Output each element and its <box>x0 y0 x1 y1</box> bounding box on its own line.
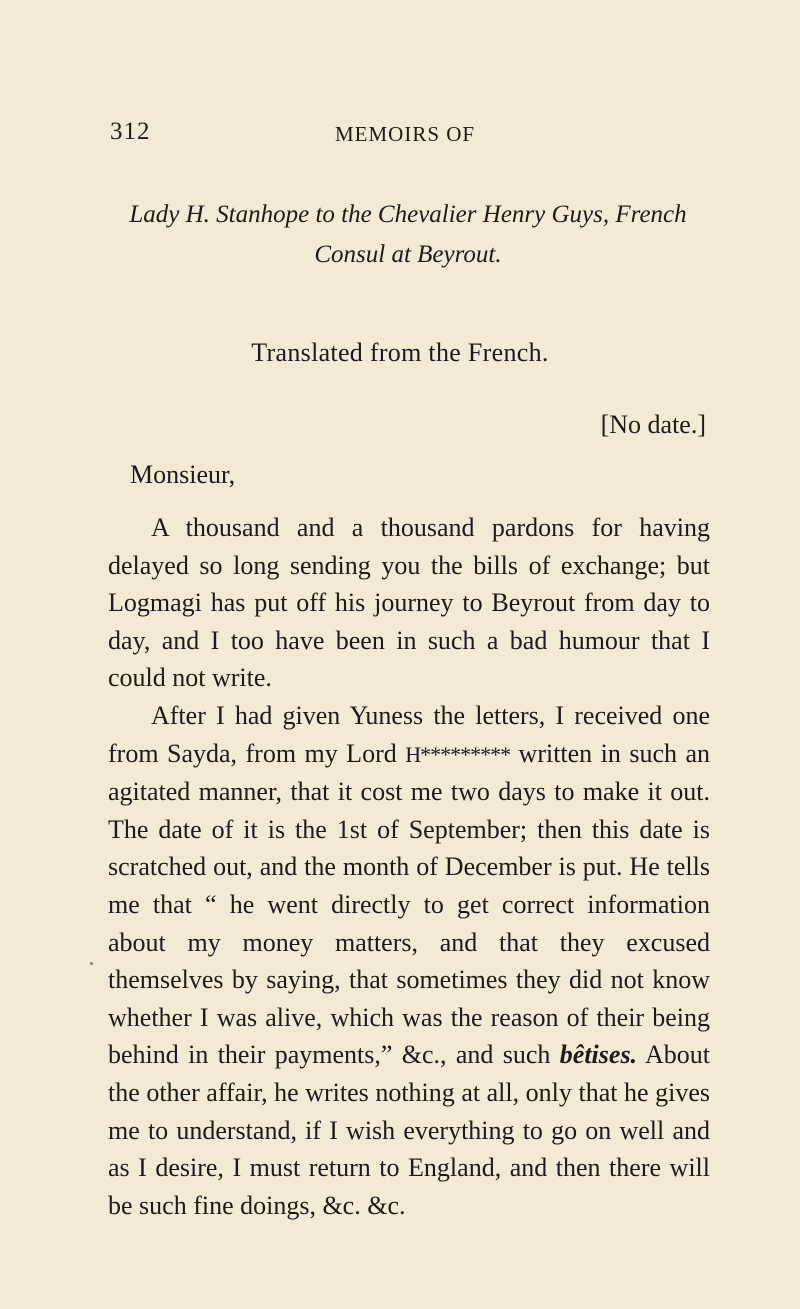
page-header <box>110 118 710 150</box>
translation-note: Translated from the French. <box>251 338 549 367</box>
salutation: Monsieur, <box>130 460 236 489</box>
letter-title-line-1: Lady H. Stanhope to the Chevalier Henry Guys, French <box>129 201 687 228</box>
redacted-name: H********* <box>405 741 511 767</box>
page-number: 312 <box>110 118 151 145</box>
letter-body <box>108 509 710 1224</box>
paragraph-2-part-c: About the other affair, he writes nothing at all, only that he gives me to understand, if I wish everything to go on well and as I desire, I must return to England, and then there will be such fine doings, &c. &c. <box>108 1040 710 1220</box>
paragraph-2 <box>108 697 710 1224</box>
paragraph-1: A thousand and a thousand pardons for having delayed so long sending you the bills of exchange; but Logmagi has put off his journey to Beyrout from day to day, and I too have been in such a bad humour that I could not write. <box>108 513 710 693</box>
margin-speck <box>90 962 93 965</box>
betises-word: bêtises. <box>559 1040 638 1070</box>
letter-date: [No date.] <box>600 410 706 439</box>
running-head: MEMOIRS OF <box>335 122 476 146</box>
paragraph-2-part-b: written in such an agitated manner, that it cost me two days to make it out. The date of it is the 1st of September; then this date is scratched out, and the month of December is put. He tells me that “ he went directly to get correct information about my money matters, and that they excused themselves by saying, that sometimes they did not know whether I was alive, which was the reason of their being behind in their payments,” &c., and such <box>108 738 710 1070</box>
letter-title <box>110 195 706 275</box>
letter-title-line-2: Consul at Beyrout. <box>314 241 502 268</box>
paragraph-2-part-a: After I had given Yuness the letters, I received one from Sayda, from my Lord <box>108 700 710 768</box>
